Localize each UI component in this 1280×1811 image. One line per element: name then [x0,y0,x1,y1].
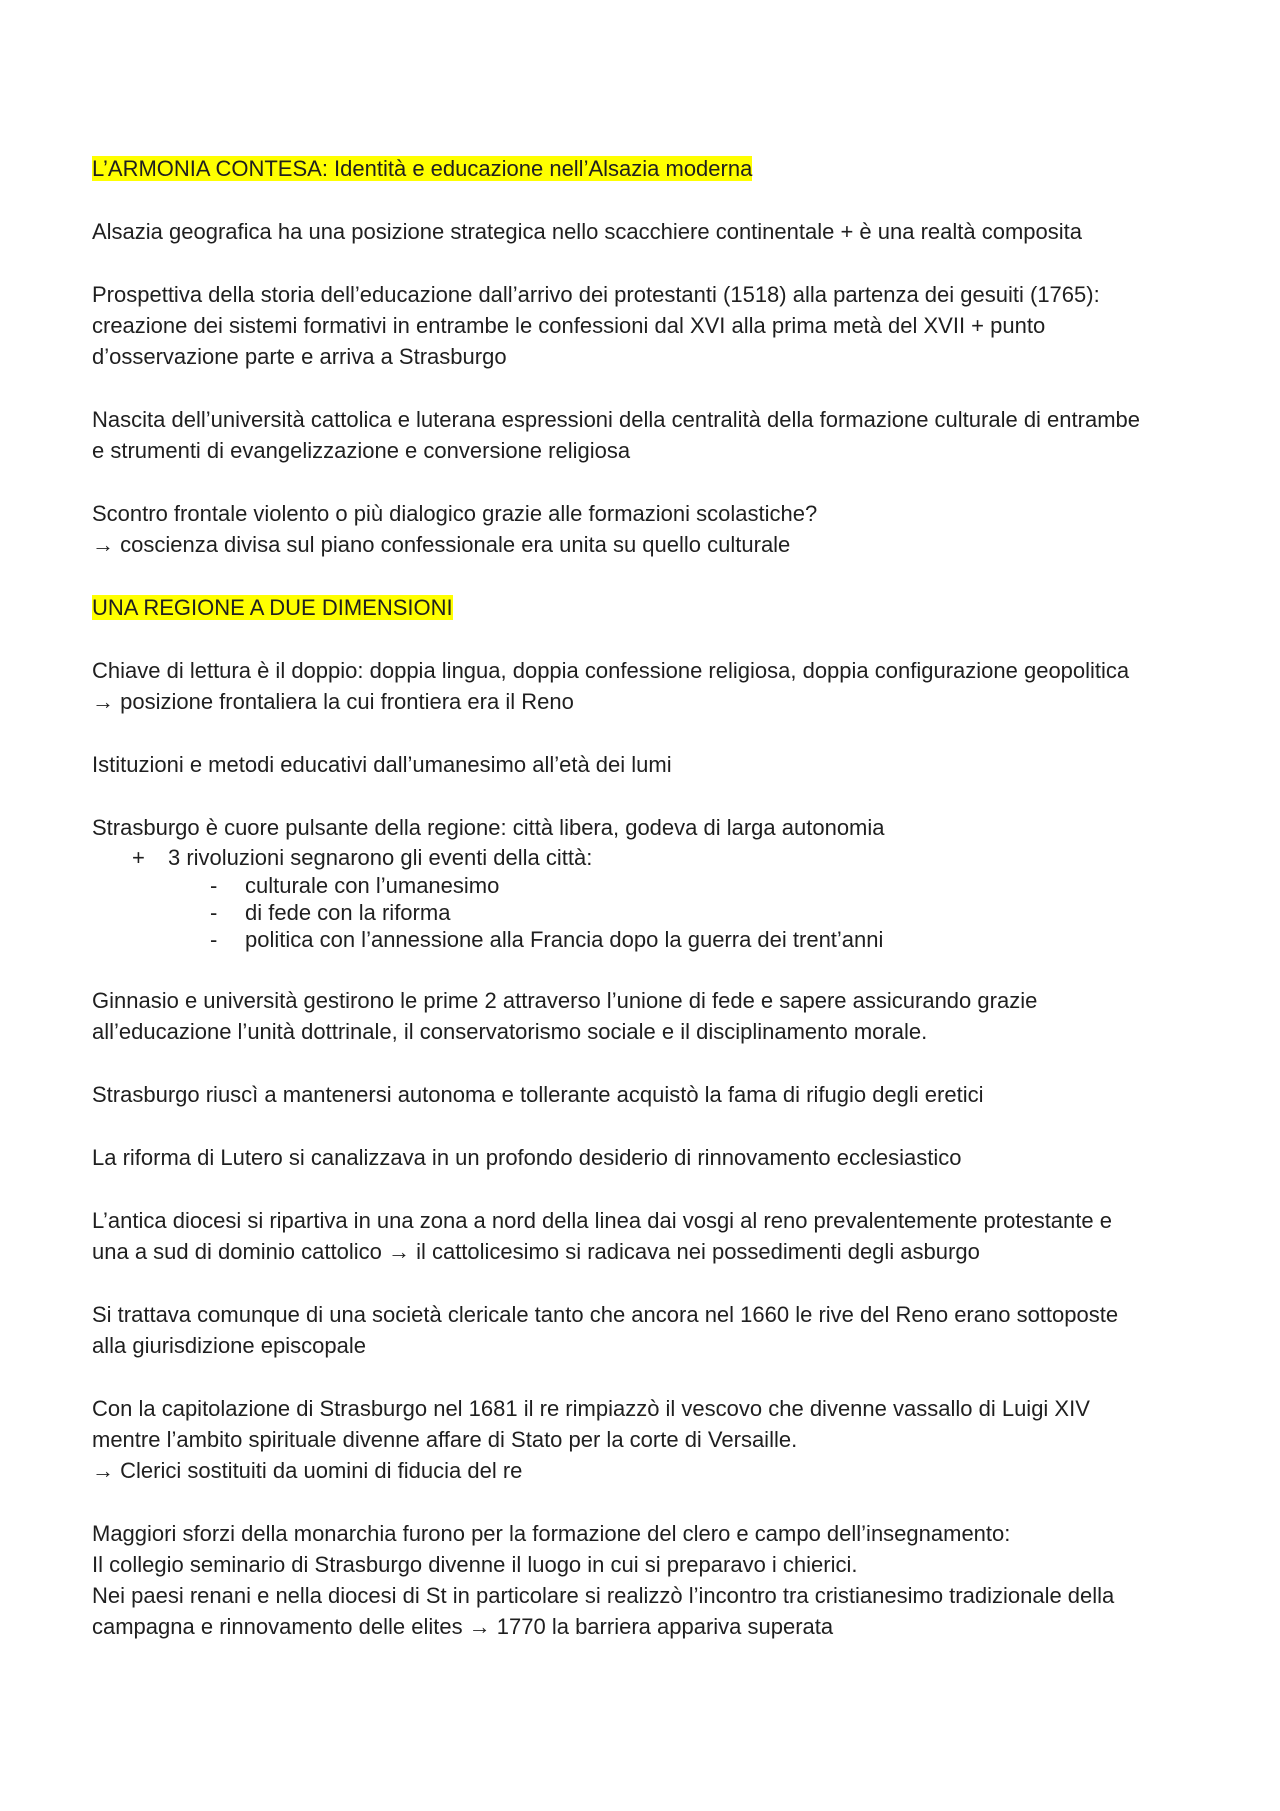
document-title [92,153,1232,184]
paragraph-line: una a sud di dominio cattolico → il cattolicesimo si radicava nei possedimenti degli asburgo [92,1239,980,1264]
paragraph-line: e strumenti di evangelizzazione e conversione religiosa [92,438,631,463]
paragraph-line: Scontro frontale violento o più dialogico grazie alle formazioni scolastiche? [92,501,818,526]
paragraph-2 [92,279,1232,372]
paragraph-12 [92,1299,1232,1361]
list-item-dash [92,872,1232,899]
paragraph-line: Nascita dell’università cattolica e luterana espressioni della centralità della formazione culturale di entrambe [92,407,1140,432]
paragraph-line: mentre l’ambito spirituale divenne affare di Stato per la corte di Versaille. [92,1427,798,1452]
section-heading [92,592,1232,623]
list-item-text: culturale con l’umanesimo [245,873,500,898]
paragraph-4 [92,498,1232,560]
list-item-text: 3 rivoluzioni segnarono gli eventi della città: [168,845,593,870]
paragraph-line: L’antica diocesi si ripartiva in una zona a nord della linea dai vosgi al reno prevalentemente protestante e [92,1208,1112,1233]
heading-highlight: UNA REGIONE A DUE DIMENSIONI [92,595,453,620]
paragraph-line: all’educazione l’unità dottrinale, il conservatorismo sociale e il disciplinamento morale. [92,1019,928,1044]
paragraph-line: Alsazia geografica ha una posizione strategica nello scacchiere continentale + è una realtà composita [92,219,1082,244]
list-item-dash [92,899,1232,926]
paragraph-10 [92,1142,1232,1173]
paragraph-line: Il collegio seminario di Strasburgo divenne il luogo in cui si preparavo i chierici. [92,1552,858,1577]
paragraph-line: Chiave di lettura è il doppio: doppia lingua, doppia confessione religiosa, doppia configurazione geopolitica [92,658,1130,683]
paragraph-line: Strasburgo riuscì a mantenersi autonoma e tollerante acquistò la fama di rifugio degli eretici [92,1082,984,1107]
list-item-text: di fede con la riforma [245,900,451,925]
paragraph-14 [92,1518,1232,1642]
paragraph-line: creazione dei sistemi formativi in entrambe le confessioni dal XVI alla prima metà del XVII + punto [92,313,1046,338]
list-item-plus [92,843,1232,872]
paragraph-6 [92,749,1232,780]
paragraph-13 [92,1393,1232,1486]
paragraph-11 [92,1205,1232,1267]
paragraph-line: Si trattava comunque di una società clericale tanto che ancora nel 1660 le rive del Reno erano sottoposte [92,1302,1119,1327]
title-highlight: L’ARMONIA CONTESA: Identità e educazione nell’Alsazia moderna [92,156,753,181]
dash-bullet: - [210,873,218,898]
paragraph-line: Nei paesi renani e nella diocesi di St in particolare si realizzò l’incontro tra cristianesimo tradizionale della [92,1583,1115,1608]
paragraph-8 [92,985,1232,1047]
plus-bullet: + [132,845,145,870]
list-item-dash [92,926,1232,953]
paragraph-line: → posizione frontaliera la cui frontiera era il Reno [92,689,574,714]
paragraph-line: La riforma di Lutero si canalizzava in un profondo desiderio di rinnovamento ecclesiastico [92,1145,962,1170]
paragraph-line: alla giurisdizione episcopale [92,1333,366,1358]
document-page [92,153,1232,1674]
paragraph-line: → coscienza divisa sul piano confessionale era unita su quello culturale [92,532,791,557]
paragraph-line: Strasburgo è cuore pulsante della regione: città libera, godeva di larga autonomia [92,815,885,840]
paragraph-3 [92,404,1232,466]
paragraph-line: Con la capitolazione di Strasburgo nel 1681 il re rimpiazzò il vescovo che divenne vassallo di Luigi XIV [92,1396,1090,1421]
paragraph-line: → Clerici sostituiti da uomini di fiducia del re [92,1458,523,1483]
paragraph-7 [92,812,1232,953]
paragraph-line: campagna e rinnovamento delle elites → 1770 la barriera appariva superata [92,1614,834,1639]
paragraph-line: d’osservazione parte e arriva a Strasburgo [92,344,507,369]
paragraph-1 [92,216,1232,247]
paragraph-line: Prospettiva della storia dell’educazione dall’arrivo dei protestanti (1518) alla partenza dei gesuiti (1765): [92,282,1100,307]
paragraph-line: Maggiori sforzi della monarchia furono per la formazione del clero e campo dell’insegnamento: [92,1521,1011,1546]
paragraph-9 [92,1079,1232,1110]
paragraph-5 [92,655,1232,717]
paragraph-line: Istituzioni e metodi educativi dall’umanesimo all’età dei lumi [92,752,672,777]
dash-bullet: - [210,900,218,925]
list-item-text: politica con l’annessione alla Francia dopo la guerra dei trent’anni [245,927,884,952]
paragraph-line: Ginnasio e università gestirono le prime 2 attraverso l’unione di fede e sapere assicurando grazie [92,988,1038,1013]
dash-bullet: - [210,927,218,952]
